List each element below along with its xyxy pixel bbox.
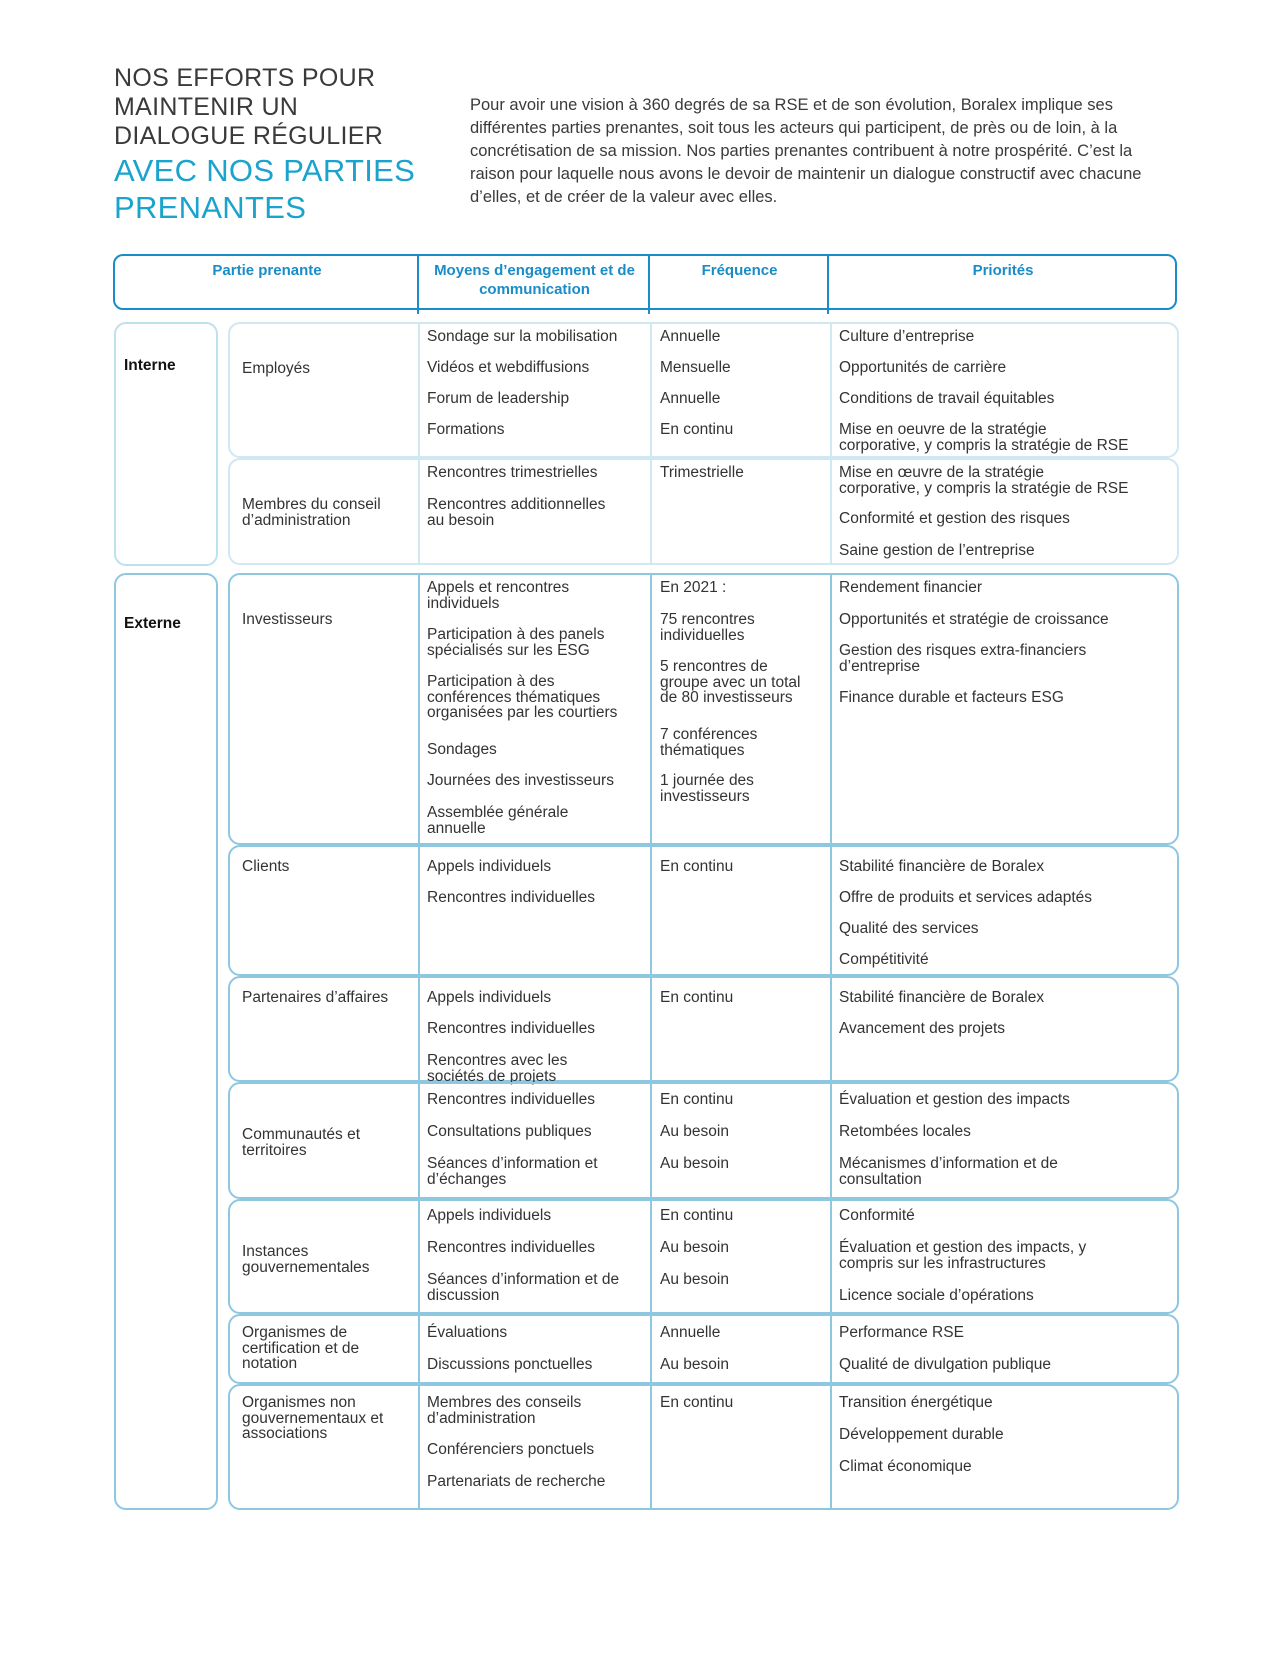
priority-item: Gestion des risques extra-financiers d’entreprise bbox=[839, 642, 1087, 675]
priority-item: Retombées locales bbox=[839, 1123, 971, 1140]
column-divider bbox=[650, 978, 652, 1080]
priority-item: Stabilité financière de Boralex bbox=[839, 858, 1045, 875]
engagement-means-item: Participation à des panels spécialisés sur les ESG bbox=[427, 626, 605, 659]
priority-item: Offre de produits et services adaptés bbox=[839, 889, 1093, 906]
stakeholder-name: Organismes non gouvernementaux et associations bbox=[242, 1394, 384, 1442]
engagement-means-item: Rencontres avec les sociétés de projets bbox=[427, 1052, 568, 1085]
frequency-item: En continu bbox=[660, 1394, 734, 1411]
frequency-item: Au besoin bbox=[660, 1123, 729, 1140]
engagement-means-item: Évaluations bbox=[427, 1324, 508, 1341]
priority-item: Mise en œuvre de la stratégie corporative, y compris la stratégie de RSE bbox=[839, 464, 1129, 497]
priority-item: Conditions de travail équitables bbox=[839, 390, 1055, 407]
stakeholder-name: Partenaires d’affaires bbox=[242, 989, 389, 1006]
category-label: Externe bbox=[124, 615, 181, 632]
priority-item: Rendement financier bbox=[839, 579, 983, 596]
engagement-means-item: Rencontres individuelles bbox=[427, 1020, 596, 1037]
engagement-means-item: Assemblée générale annuelle bbox=[427, 804, 569, 837]
stakeholder-name: Clients bbox=[242, 858, 290, 875]
category-internal bbox=[114, 322, 218, 566]
priority-item: Compétitivité bbox=[839, 951, 929, 968]
stakeholder-row bbox=[228, 845, 1179, 976]
stakeholder-row bbox=[228, 458, 1179, 565]
column-divider bbox=[830, 324, 832, 456]
page-title bbox=[114, 64, 444, 225]
column-divider bbox=[418, 575, 420, 843]
frequency-item: Au besoin bbox=[660, 1356, 729, 1373]
stakeholder-row bbox=[228, 1082, 1179, 1199]
column-divider bbox=[830, 1386, 832, 1508]
column-divider bbox=[418, 1084, 420, 1197]
priority-item: Qualité de divulgation publique bbox=[839, 1356, 1051, 1373]
column-divider bbox=[650, 324, 652, 456]
frequency-item: En continu bbox=[660, 989, 734, 1006]
engagement-means-item: Appels individuels bbox=[427, 858, 552, 875]
stakeholder-name: Organismes de certification et de notation bbox=[242, 1324, 360, 1372]
column-divider bbox=[650, 575, 652, 843]
priority-item: Qualité des services bbox=[839, 920, 979, 937]
title-line: NOS EFFORTS POUR bbox=[114, 64, 376, 92]
frequency-item: Annuelle bbox=[660, 328, 721, 345]
engagement-means-item: Vidéos et webdiffusions bbox=[427, 359, 590, 376]
stakeholder-name: Instances gouvernementales bbox=[242, 1243, 370, 1276]
stakeholder-row bbox=[228, 976, 1179, 1085]
title-line: DIALOGUE RÉGULIER bbox=[114, 122, 384, 150]
column-divider bbox=[830, 575, 832, 843]
priority-item: Conformité bbox=[839, 1207, 915, 1224]
column-divider bbox=[418, 978, 420, 1080]
stakeholder-row bbox=[228, 322, 1179, 458]
priority-item: Saine gestion de l’entreprise bbox=[839, 542, 1035, 559]
column-header-stakeholder: Partie prenante bbox=[212, 262, 322, 279]
stakeholder-row bbox=[228, 1384, 1179, 1510]
engagement-means-item: Sondages bbox=[427, 741, 497, 758]
engagement-means-item: Conférenciers ponctuels bbox=[427, 1441, 595, 1458]
stakeholder-name: Membres du conseil d’administration bbox=[242, 496, 381, 529]
priority-item: Stabilité financière de Boralex bbox=[839, 989, 1045, 1006]
column-divider bbox=[650, 1316, 652, 1382]
column-header-means: Moyens d’engagement et de communication bbox=[434, 262, 635, 298]
frequency-item: En continu bbox=[660, 1091, 734, 1108]
engagement-means-item: Discussions ponctuelles bbox=[427, 1356, 593, 1373]
priority-item: Mise en oeuvre de la stratégie corporative, y compris la stratégie de RSE bbox=[839, 421, 1129, 454]
frequency-item: Annuelle bbox=[660, 390, 721, 407]
frequency-item: En 2021 : bbox=[660, 579, 727, 596]
column-divider bbox=[830, 1084, 832, 1197]
stakeholder-name: Communautés et territoires bbox=[242, 1126, 361, 1159]
engagement-means-item: Appels individuels bbox=[427, 1207, 552, 1224]
column-divider bbox=[650, 460, 652, 563]
category-external bbox=[114, 573, 218, 1510]
engagement-means-item: Appels et rencontres individuels bbox=[427, 579, 570, 612]
priority-item: Mécanismes d’information et de consultation bbox=[839, 1155, 1058, 1188]
frequency-item: En continu bbox=[660, 421, 734, 438]
frequency-item: En continu bbox=[660, 858, 734, 875]
engagement-means-item: Rencontres individuelles bbox=[427, 889, 596, 906]
frequency-item: Trimestrielle bbox=[660, 464, 744, 481]
column-divider bbox=[650, 847, 652, 974]
column-divider bbox=[830, 978, 832, 1080]
frequency-item: Annuelle bbox=[660, 1324, 721, 1341]
column-divider bbox=[830, 460, 832, 563]
title-highlight-line: AVEC NOS PARTIES bbox=[114, 153, 416, 188]
priority-item: Évaluation et gestion des impacts, y compris sur les infrastructures bbox=[839, 1239, 1087, 1272]
frequency-item: Au besoin bbox=[660, 1239, 729, 1256]
engagement-means-item: Forum de leadership bbox=[427, 390, 570, 407]
column-divider bbox=[650, 1084, 652, 1197]
intro-paragraph: Pour avoir une vision à 360 degrés de sa RSE et de son évolution, Boralex implique ses différentes parties prenantes, soit tous les acteurs qui participent, de près ou de loin, à la concrétisation de sa mission. Nos parties prenantes contribuent à notre prospérité. C’est la raison pour laquelle nous avons le devoir de maintenir un dialogue constructif avec chacune d’elles, et de créer de la valeur avec elles. bbox=[470, 96, 1142, 206]
priority-item: Évaluation et gestion des impacts bbox=[839, 1091, 1070, 1108]
engagement-means-item: Participation à des conférences thématiques organisées par les courtiers bbox=[427, 673, 618, 721]
column-divider bbox=[830, 1201, 832, 1312]
column-divider bbox=[830, 1316, 832, 1382]
stakeholder-row bbox=[228, 573, 1179, 845]
frequency-item: En continu bbox=[660, 1207, 734, 1224]
engagement-means-item: Rencontres individuelles bbox=[427, 1091, 596, 1108]
frequency-item: 5 rencontres de groupe avec un total de 80 investisseurs bbox=[660, 658, 801, 706]
stakeholder-name: Employés bbox=[242, 360, 311, 377]
engagement-means-item: Consultations publiques bbox=[427, 1123, 592, 1140]
frequency-item: 1 journée des investisseurs bbox=[660, 772, 754, 805]
column-divider bbox=[650, 1386, 652, 1508]
table-header bbox=[113, 254, 1177, 310]
column-divider bbox=[650, 1201, 652, 1312]
engagement-means-item: Séances d’information et d’échanges bbox=[427, 1155, 598, 1188]
stakeholder-row bbox=[228, 1199, 1179, 1314]
engagement-means-item: Formations bbox=[427, 421, 505, 438]
engagement-means-item: Appels individuels bbox=[427, 989, 552, 1006]
stakeholder-row bbox=[228, 1314, 1179, 1384]
column-divider bbox=[418, 847, 420, 974]
column-divider bbox=[418, 1386, 420, 1508]
engagement-means-item: Séances d’information et de discussion bbox=[427, 1271, 620, 1304]
engagement-means-item: Rencontres trimestrielles bbox=[427, 464, 598, 481]
engagement-means-item: Rencontres additionnelles au besoin bbox=[427, 496, 606, 529]
title-highlight-line: PRENANTES bbox=[114, 190, 307, 225]
engagement-means-item: Journées des investisseurs bbox=[427, 772, 614, 789]
engagement-means-item: Membres des conseils d’administration bbox=[427, 1394, 582, 1427]
column-divider bbox=[830, 847, 832, 974]
engagement-means-item: Rencontres individuelles bbox=[427, 1239, 596, 1256]
priority-item: Développement durable bbox=[839, 1426, 1004, 1443]
frequency-item: Au besoin bbox=[660, 1155, 729, 1172]
stakeholder-name: Investisseurs bbox=[242, 611, 333, 628]
frequency-item: Au besoin bbox=[660, 1271, 729, 1288]
frequency-item: Mensuelle bbox=[660, 359, 731, 376]
priority-item: Licence sociale d’opérations bbox=[839, 1287, 1034, 1304]
column-divider bbox=[418, 324, 420, 456]
priority-item: Transition énergétique bbox=[839, 1394, 993, 1411]
priority-item: Culture d’entreprise bbox=[839, 328, 975, 345]
engagement-means-item: Partenariats de recherche bbox=[427, 1473, 606, 1490]
priority-item: Finance durable et facteurs ESG bbox=[839, 689, 1064, 706]
priority-item: Climat économique bbox=[839, 1458, 972, 1475]
column-divider bbox=[418, 1316, 420, 1382]
frequency-item: 7 conférences thématiques bbox=[660, 726, 758, 759]
column-divider bbox=[418, 460, 420, 563]
priority-item: Opportunités et stratégie de croissance bbox=[839, 611, 1109, 628]
column-divider bbox=[418, 1201, 420, 1312]
column-header-priorities: Priorités bbox=[972, 262, 1034, 279]
priority-item: Avancement des projets bbox=[839, 1020, 1006, 1037]
engagement-means-item: Sondage sur la mobilisation bbox=[427, 328, 618, 345]
priority-item: Conformité et gestion des risques bbox=[839, 510, 1070, 527]
column-header-frequency: Fréquence bbox=[701, 262, 778, 279]
priority-item: Opportunités de carrière bbox=[839, 359, 1007, 376]
title-line: MAINTENIR UN bbox=[114, 93, 299, 121]
frequency-item: 75 rencontres individuelles bbox=[660, 611, 755, 644]
priority-item: Performance RSE bbox=[839, 1324, 964, 1341]
category-label: Interne bbox=[124, 357, 176, 374]
